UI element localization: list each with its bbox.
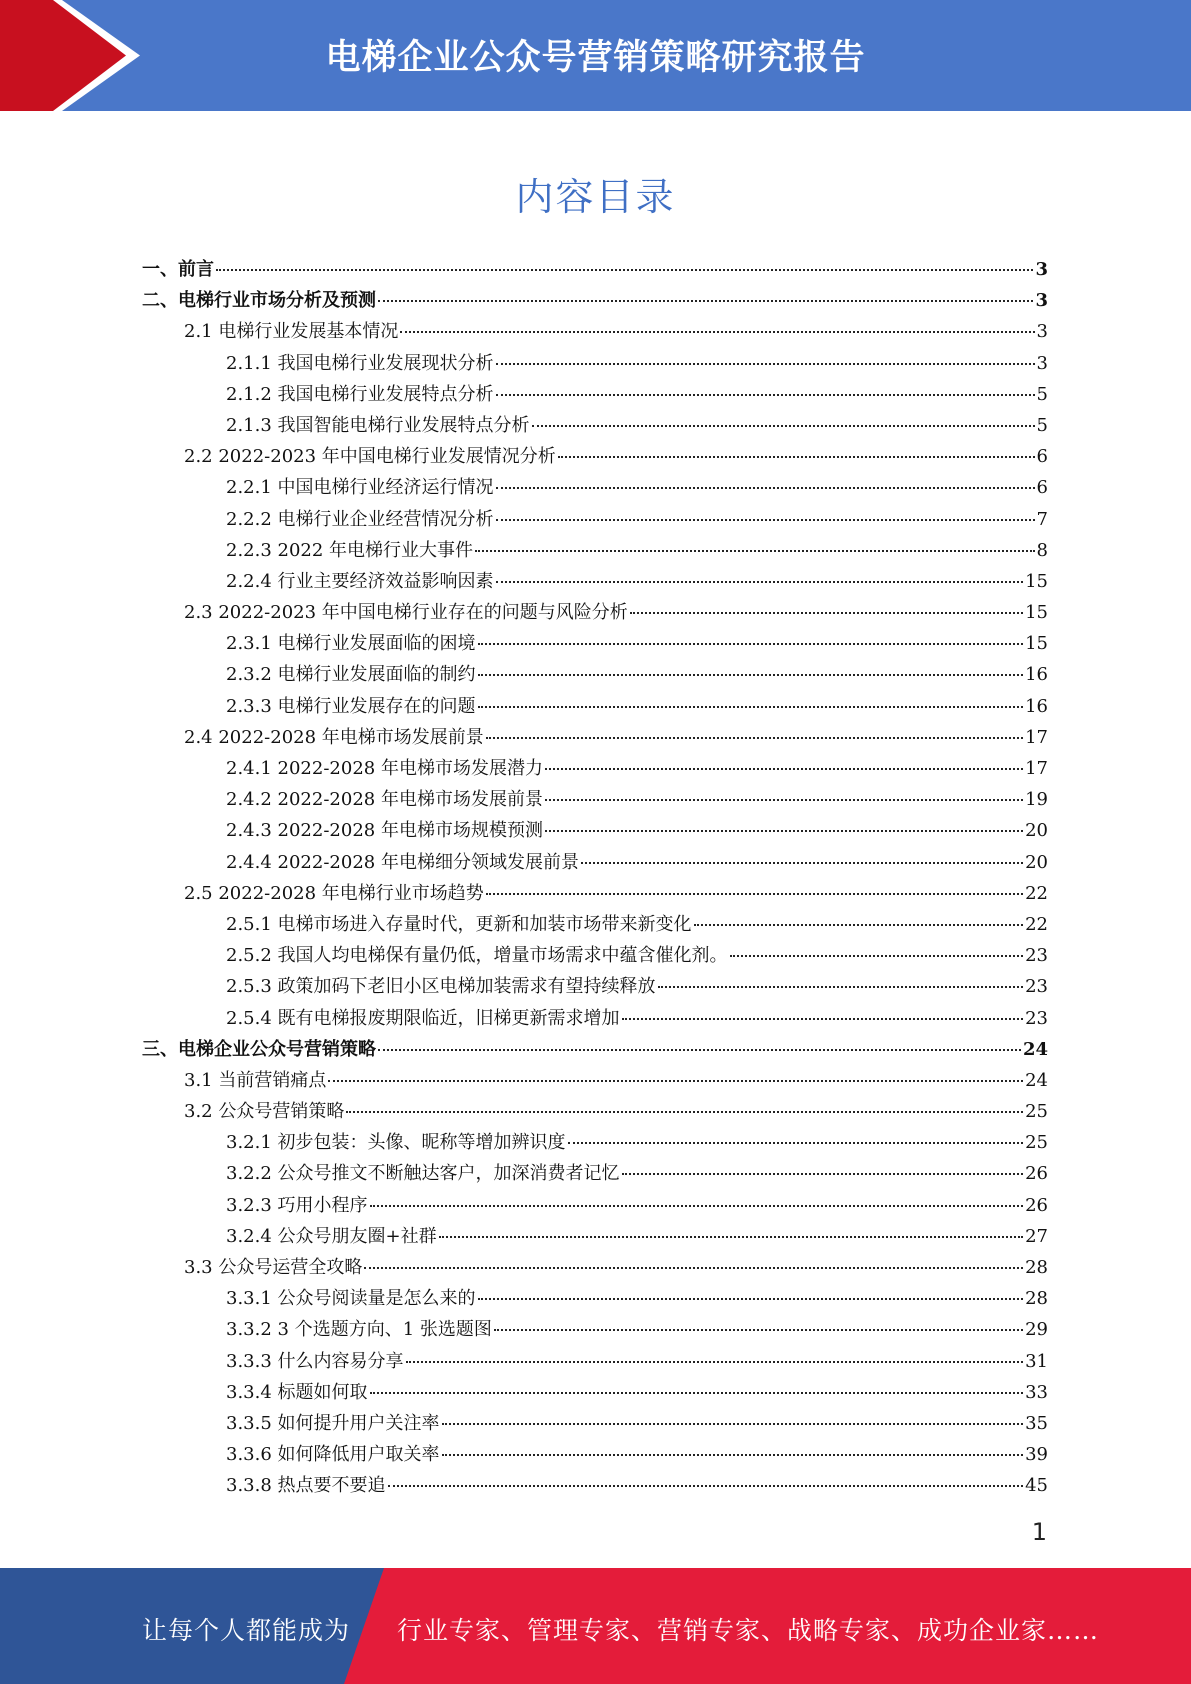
toc-entry-page: 19 — [1025, 789, 1048, 811]
toc-dot-leader — [439, 1236, 1023, 1238]
toc-entry-label: 3.2.3 巧用小程序 — [226, 1194, 368, 1216]
toc-entry[interactable] — [142, 441, 1048, 472]
toc-heading: 内容目录 — [515, 175, 676, 219]
toc-entry[interactable] — [142, 285, 1048, 316]
toc-dot-leader — [378, 300, 1033, 302]
toc-entry[interactable] — [142, 1034, 1048, 1065]
toc-entry-page: 5 — [1036, 383, 1048, 405]
toc-entry[interactable] — [142, 1065, 1048, 1096]
toc-entry-label: 2.5.4 既有电梯报废期限临近，旧梯更新需求增加 — [226, 1007, 620, 1029]
toc-entry-label: 3.2.2 公众号推文不断触达客户，加深消费者记忆 — [226, 1163, 620, 1185]
toc-dot-leader — [694, 924, 1024, 926]
toc-entry[interactable] — [142, 1408, 1048, 1439]
toc-entry[interactable] — [142, 348, 1048, 379]
toc-entry-label: 2.1.3 我国智能电梯行业发展特点分析 — [226, 414, 530, 436]
toc-entry[interactable] — [142, 847, 1048, 878]
toc-entry-label: 2.2.1 中国电梯行业经济运行情况 — [226, 477, 494, 499]
toc-dot-leader — [442, 1423, 1024, 1425]
toc-entry-page: 24 — [1025, 1069, 1048, 1091]
toc-dot-leader — [475, 550, 1034, 552]
toc-entry-label: 2.2.4 行业主要经济效益影响因素 — [226, 570, 494, 592]
toc-entry-label: 3.3.5 如何提升用户关注率 — [226, 1412, 440, 1434]
toc-entry[interactable] — [142, 659, 1048, 690]
toc-entry-label: 2.2.2 电梯行业企业经营情况分析 — [226, 508, 494, 530]
toc-dot-leader — [532, 425, 1035, 427]
toc-entry-page: 28 — [1025, 1288, 1048, 1310]
toc-dot-leader — [730, 955, 1024, 957]
toc-entry-label: 2.2 2022-2023 年中国电梯行业发展情况分析 — [184, 446, 556, 468]
toc-entry[interactable] — [142, 1283, 1048, 1314]
toc-entry-label: 3.2.4 公众号朋友圈+社群 — [226, 1225, 437, 1247]
toc-entry-page: 3 — [1035, 290, 1048, 312]
toc-entry-page: 6 — [1036, 446, 1048, 468]
toc-entry-label: 2.2.3 2022 年电梯行业大事件 — [226, 539, 474, 561]
toc-entry-label: 3.3.2 3 个选题方向、1 张选题图 — [226, 1319, 492, 1341]
toc-entry-label: 3.2 公众号营销策略 — [184, 1101, 345, 1123]
toc-entry[interactable] — [142, 597, 1048, 628]
toc-dot-leader — [658, 986, 1024, 988]
toc-entry-page: 15 — [1025, 633, 1048, 655]
toc-entry-label: 3.3.4 标题如何取 — [226, 1381, 368, 1403]
toc-dot-leader — [370, 1205, 1024, 1207]
toc-entry-page: 39 — [1025, 1444, 1048, 1466]
toc-dot-leader — [496, 487, 1035, 489]
toc-entry-label: 2.4 2022-2028 年电梯市场发展前景 — [184, 726, 484, 748]
toc-entry[interactable] — [142, 1470, 1048, 1501]
toc-entry-page: 28 — [1025, 1257, 1048, 1278]
toc-dot-leader — [545, 830, 1023, 832]
toc-entry-label: 2.1.1 我国电梯行业发展现状分析 — [226, 352, 494, 374]
toc-entry-label: 3.3.1 公众号阅读量是怎么来的 — [226, 1288, 476, 1310]
toc-entry-label: 2.4.4 2022-2028 年电梯细分领域发展前景 — [226, 851, 579, 873]
toc-entry[interactable] — [142, 971, 1048, 1002]
toc-entry-label: 2.5 2022-2028 年电梯行业市场趋势 — [184, 882, 484, 904]
toc-dot-leader — [496, 363, 1035, 365]
toc-entry[interactable] — [142, 472, 1048, 503]
toc-entry[interactable] — [142, 1127, 1048, 1158]
toc-entry-page: 22 — [1025, 913, 1048, 935]
toc-entry-label: 3.3.8 热点要不要追 — [226, 1475, 386, 1497]
table-of-contents — [142, 254, 1048, 1502]
toc-entry-label: 2.3.3 电梯行业发展存在的问题 — [226, 695, 476, 717]
toc-entry[interactable] — [142, 909, 1048, 940]
toc-entry[interactable] — [142, 566, 1048, 597]
toc-dot-leader — [478, 1298, 1024, 1300]
toc-entry-label: 3.3.3 什么内容易分享 — [226, 1350, 404, 1372]
toc-entry[interactable] — [142, 878, 1048, 909]
toc-dot-leader — [370, 1392, 1024, 1394]
toc-dot-leader — [568, 1142, 1024, 1144]
toc-dot-leader — [622, 1018, 1024, 1020]
toc-entry-label: 3.1 当前营销痛点 — [184, 1069, 327, 1091]
toc-entry-page: 3 — [1036, 321, 1048, 343]
toc-entry-label: 2.5.2 我国人均电梯保有量仍低，增量市场需求中蕴含催化剂。 — [226, 945, 728, 967]
toc-entry[interactable] — [142, 784, 1048, 815]
toc-entry-label: 2.3.1 电梯行业发展面临的困境 — [226, 633, 476, 655]
toc-entry-page: 20 — [1025, 820, 1048, 842]
toc-entry[interactable] — [142, 753, 1048, 784]
toc-dot-leader — [496, 581, 1024, 583]
toc-entry-page: 45 — [1025, 1475, 1048, 1497]
toc-entry[interactable] — [142, 316, 1048, 347]
toc-entry[interactable] — [142, 1377, 1048, 1408]
toc-entry-label: 2.5.1 电梯市场进入存量时代，更新和加装市场带来新变化 — [226, 913, 692, 935]
toc-entry-label: 三、电梯企业公众号营销策略 — [142, 1038, 376, 1060]
toc-entry[interactable] — [142, 722, 1048, 753]
toc-dot-leader — [494, 1329, 1023, 1331]
toc-entry-label: 2.4.2 2022-2028 年电梯市场发展前景 — [226, 789, 543, 811]
toc-entry[interactable] — [142, 254, 1048, 285]
toc-dot-leader — [545, 799, 1023, 801]
toc-entry-label: 2.4.1 2022-2028 年电梯市场发展潜力 — [226, 758, 543, 779]
toc-dot-leader — [630, 612, 1023, 614]
toc-dot-leader — [442, 1454, 1024, 1456]
toc-entry[interactable] — [142, 628, 1048, 659]
toc-entry-page: 29 — [1025, 1319, 1048, 1341]
toc-entry-page: 7 — [1036, 508, 1048, 530]
toc-entry-page: 24 — [1022, 1038, 1048, 1060]
toc-entry[interactable] — [142, 1158, 1048, 1189]
toc-entry-page: 23 — [1025, 976, 1048, 998]
toc-entry-page: 20 — [1025, 851, 1048, 873]
toc-entry-label: 3.2.1 初步包装：头像、昵称等增加辨识度 — [226, 1132, 566, 1154]
toc-entry[interactable] — [142, 535, 1048, 566]
toc-entry-page: 6 — [1036, 477, 1048, 499]
toc-entry[interactable] — [142, 1439, 1048, 1470]
toc-entry-label: 3.3 公众号运营全攻略 — [184, 1257, 363, 1278]
toc-dot-leader — [406, 1361, 1024, 1363]
toc-dot-leader — [400, 331, 1034, 333]
toc-dot-leader — [486, 893, 1023, 895]
toc-entry-label: 3.3.6 如何降低用户取关率 — [226, 1444, 440, 1466]
toc-entry[interactable] — [142, 815, 1048, 846]
toc-entry-label: 2.5.3 政策加码下老旧小区电梯加装需求有望持续释放 — [226, 976, 656, 998]
page-number: 1 — [1031, 1518, 1047, 1546]
report-title: 电梯企业公众号营销策略研究报告 — [325, 38, 866, 78]
toc-entry-label: 2.3.2 电梯行业发展面临的制约 — [226, 664, 476, 686]
toc-entry[interactable] — [142, 691, 1048, 722]
toc-entry-page: 3 — [1036, 352, 1048, 374]
toc-dot-leader — [622, 1173, 1024, 1175]
toc-entry[interactable] — [142, 1221, 1048, 1252]
toc-entry-label: 2.4.3 2022-2028 年电梯市场规模预测 — [226, 820, 543, 842]
toc-entry-page: 27 — [1025, 1225, 1048, 1247]
toc-dot-leader — [558, 456, 1035, 458]
toc-entry[interactable] — [142, 504, 1048, 535]
footer-slogan-left: 让每个人都能成为 — [142, 1616, 351, 1645]
page-header-band — [0, 0, 1191, 111]
page-footer-band — [0, 1568, 1191, 1684]
toc-dot-leader — [581, 862, 1023, 864]
toc-entry-page: 23 — [1025, 945, 1048, 967]
toc-entry[interactable] — [142, 410, 1048, 441]
toc-entry-page: 17 — [1025, 758, 1048, 779]
toc-dot-leader — [346, 1111, 1023, 1113]
toc-entry[interactable] — [142, 379, 1048, 410]
toc-entry-page: 26 — [1025, 1194, 1048, 1216]
toc-entry[interactable] — [142, 940, 1048, 971]
toc-entry-page: 33 — [1025, 1381, 1048, 1403]
toc-dot-leader — [478, 706, 1024, 708]
toc-entry-page: 5 — [1036, 414, 1048, 436]
toc-entry[interactable] — [142, 1096, 1048, 1127]
toc-entry-label: 2.1 电梯行业发展基本情况 — [184, 321, 399, 343]
toc-entry-page: 25 — [1025, 1132, 1048, 1154]
toc-dot-leader — [378, 1049, 1021, 1051]
toc-entry[interactable] — [142, 1252, 1048, 1283]
toc-entry[interactable] — [142, 1314, 1048, 1345]
toc-dot-leader — [328, 1080, 1023, 1082]
toc-dot-leader — [388, 1485, 1024, 1487]
toc-entry-page: 16 — [1025, 664, 1048, 686]
toc-dot-leader — [496, 519, 1035, 521]
toc-entry-page: 15 — [1025, 602, 1048, 624]
toc-entry-page: 16 — [1025, 695, 1048, 717]
toc-entry-page: 35 — [1025, 1412, 1048, 1434]
toc-dot-leader — [216, 269, 1033, 271]
toc-entry[interactable] — [142, 1190, 1048, 1221]
toc-entry[interactable] — [142, 1346, 1048, 1377]
toc-entry-label: 2.1.2 我国电梯行业发展特点分析 — [226, 383, 494, 405]
toc-entry-label: 一、前言 — [142, 259, 214, 280]
toc-dot-leader — [486, 737, 1023, 739]
toc-entry-page: 8 — [1036, 539, 1048, 561]
toc-entry-label: 2.3 2022-2023 年中国电梯行业存在的问题与风险分析 — [184, 602, 628, 624]
toc-entry-page: 3 — [1035, 259, 1048, 280]
toc-entry-page: 31 — [1025, 1350, 1048, 1372]
toc-dot-leader — [478, 643, 1024, 645]
toc-entry-page: 17 — [1025, 726, 1048, 748]
toc-entry-page: 25 — [1025, 1101, 1048, 1123]
toc-dot-leader — [478, 674, 1024, 676]
footer-slogan-right: 行业专家、管理专家、营销专家、战略专家、成功企业家…… — [397, 1616, 1100, 1645]
toc-entry-page: 26 — [1025, 1163, 1048, 1185]
toc-dot-leader — [364, 1267, 1023, 1269]
toc-dot-leader — [496, 394, 1035, 396]
toc-dot-leader — [545, 768, 1023, 770]
toc-entry-label: 二、电梯行业市场分析及预测 — [142, 290, 376, 312]
toc-entry-page: 22 — [1025, 882, 1048, 904]
toc-entry-page: 15 — [1025, 570, 1048, 592]
toc-entry-page: 23 — [1025, 1007, 1048, 1029]
toc-entry[interactable] — [142, 1003, 1048, 1034]
